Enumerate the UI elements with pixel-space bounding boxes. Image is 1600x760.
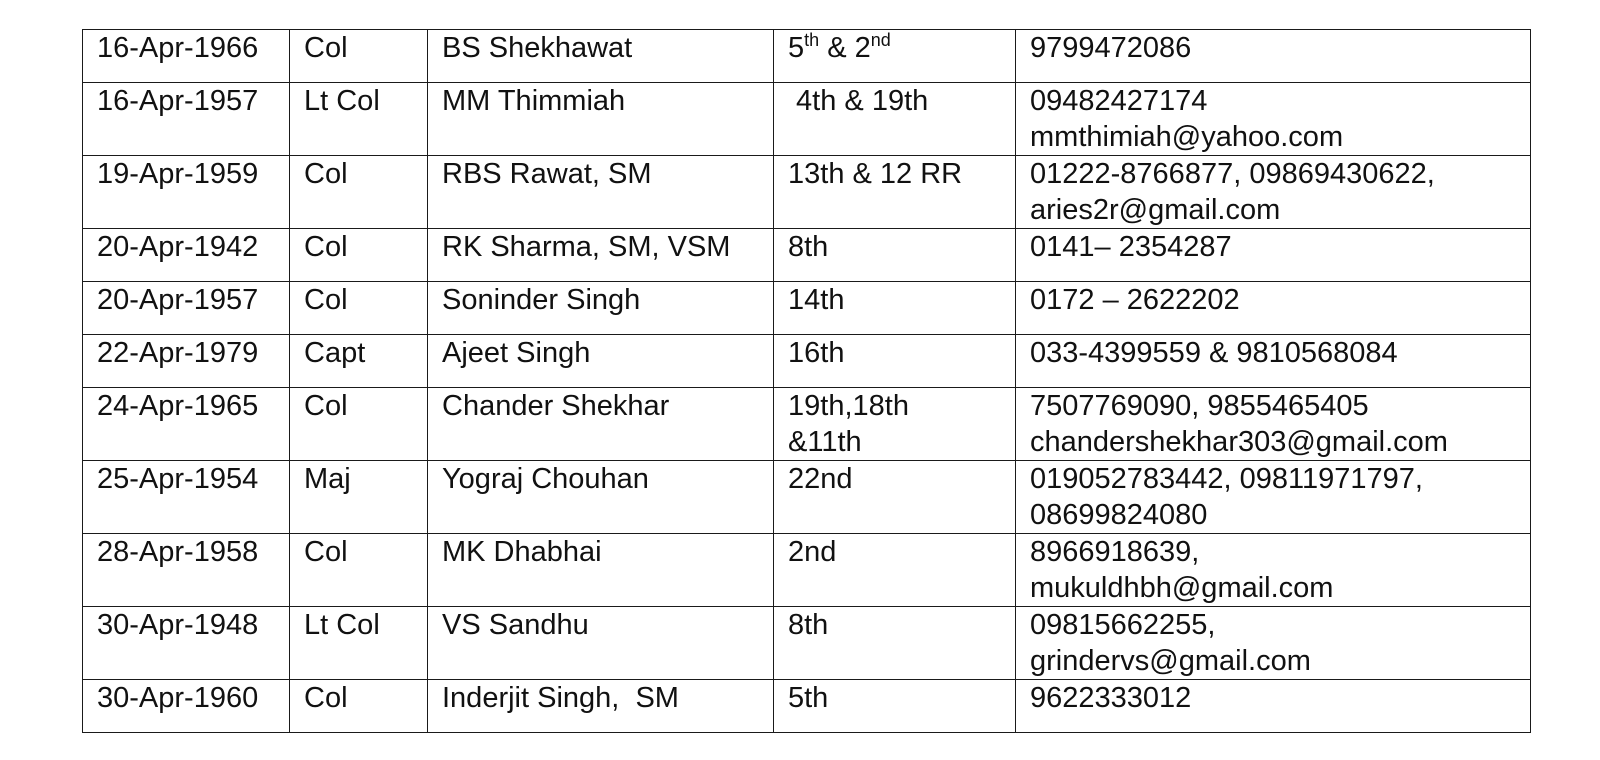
rank-cell: Lt Col [290,83,428,156]
table-row [83,388,1531,461]
date-cell: 16-Apr-1957 [83,83,290,156]
contact-line: 019052783442, 09811971797, [1030,463,1423,495]
email-line: aries2r@gmail.com [1030,194,1281,226]
contact-cell [1016,83,1531,156]
name-cell: Chander Shekhar [428,388,774,461]
table-row [83,461,1531,534]
rank-cell: Capt [290,335,428,388]
contacts-table [82,29,1531,733]
contact-cell [1016,607,1531,680]
date-cell: 16-Apr-1966 [83,30,290,83]
email-line: mukuldhbh@gmail.com [1030,572,1334,604]
email-line: grindervs@gmail.com [1030,645,1311,677]
contact-line: 0172 – 2622202 [1030,284,1240,316]
name-cell: Soninder Singh [428,282,774,335]
date-cell: 24-Apr-1965 [83,388,290,461]
name-cell: RBS Rawat, SM [428,156,774,229]
contact-line: 9799472086 [1030,32,1192,64]
unit-line: 14th [788,284,845,316]
unit-line: 22nd [788,463,853,495]
unit-line: 13th & 12 RR [788,158,963,190]
contact-line: 8966918639, [1030,536,1200,568]
table-row [83,534,1531,607]
contact-cell [1016,335,1531,388]
date-cell: 30-Apr-1960 [83,680,290,733]
unit-cell [774,680,1016,733]
date-cell: 20-Apr-1957 [83,282,290,335]
unit-line: &11th [788,426,862,458]
unit-cell [774,156,1016,229]
email-line: chandershekhar303@gmail.com [1030,426,1448,458]
name-cell: VS Sandhu [428,607,774,680]
rank-cell: Maj [290,461,428,534]
unit-cell [774,388,1016,461]
rank-cell: Col [290,229,428,282]
table-row [83,156,1531,229]
contact-line: 08699824080 [1030,499,1208,531]
contact-cell [1016,534,1531,607]
unit-cell [774,461,1016,534]
table-row [83,30,1531,83]
contact-line: 01222-8766877, 09869430622, [1030,158,1435,190]
name-cell: BS Shekhawat [428,30,774,83]
unit-cell [774,607,1016,680]
contact-line: 9622333012 [1030,682,1192,714]
unit-line: 8th [788,609,829,641]
ordinal-suffix: nd [870,30,891,50]
table-row [83,607,1531,680]
rank-cell: Col [290,30,428,83]
contact-line: 09482427174 [1030,85,1208,117]
unit-line: 5th & 2nd [788,30,891,64]
name-cell: Inderjit Singh, SM [428,680,774,733]
unit-line: 4th & 19th [788,85,929,117]
rank-cell: Col [290,282,428,335]
table-row [83,335,1531,388]
contact-cell [1016,680,1531,733]
contact-cell [1016,30,1531,83]
contact-cell [1016,461,1531,534]
contact-line: 0141– 2354287 [1030,231,1232,263]
rank-cell: Col [290,388,428,461]
unit-line: 5th [788,682,829,714]
table-row [83,229,1531,282]
unit-line: 8th [788,231,829,263]
name-cell: MM Thimmiah [428,83,774,156]
name-cell: Yograj Chouhan [428,461,774,534]
unit-cell [774,335,1016,388]
contact-cell [1016,156,1531,229]
date-cell: 20-Apr-1942 [83,229,290,282]
unit-line: 19th,18th [788,390,909,422]
contact-line: 033-4399559 & 9810568084 [1030,337,1398,369]
date-cell: 28-Apr-1958 [83,534,290,607]
email-line: mmthimiah@yahoo.com [1030,121,1344,153]
unit-cell [774,83,1016,156]
unit-line: 16th [788,337,845,369]
unit-line: 2nd [788,536,837,568]
table-row [83,83,1531,156]
date-cell: 25-Apr-1954 [83,461,290,534]
contact-cell [1016,282,1531,335]
unit-cell [774,282,1016,335]
contact-cell [1016,229,1531,282]
rank-cell: Col [290,156,428,229]
ordinal-suffix: th [804,30,820,50]
rank-cell: Col [290,680,428,733]
unit-cell [774,229,1016,282]
unit-cell [774,30,1016,83]
name-cell: RK Sharma, SM, VSM [428,229,774,282]
rank-cell: Col [290,534,428,607]
date-cell: 22-Apr-1979 [83,335,290,388]
contact-line: 7507769090, 9855465405 [1030,390,1369,422]
contact-cell [1016,388,1531,461]
rank-cell: Lt Col [290,607,428,680]
table-row [83,282,1531,335]
date-cell: 19-Apr-1959 [83,156,290,229]
contact-line: 09815662255, [1030,609,1216,641]
name-cell: Ajeet Singh [428,335,774,388]
name-cell: MK Dhabhai [428,534,774,607]
date-cell: 30-Apr-1948 [83,607,290,680]
unit-cell [774,534,1016,607]
table-row [83,680,1531,733]
